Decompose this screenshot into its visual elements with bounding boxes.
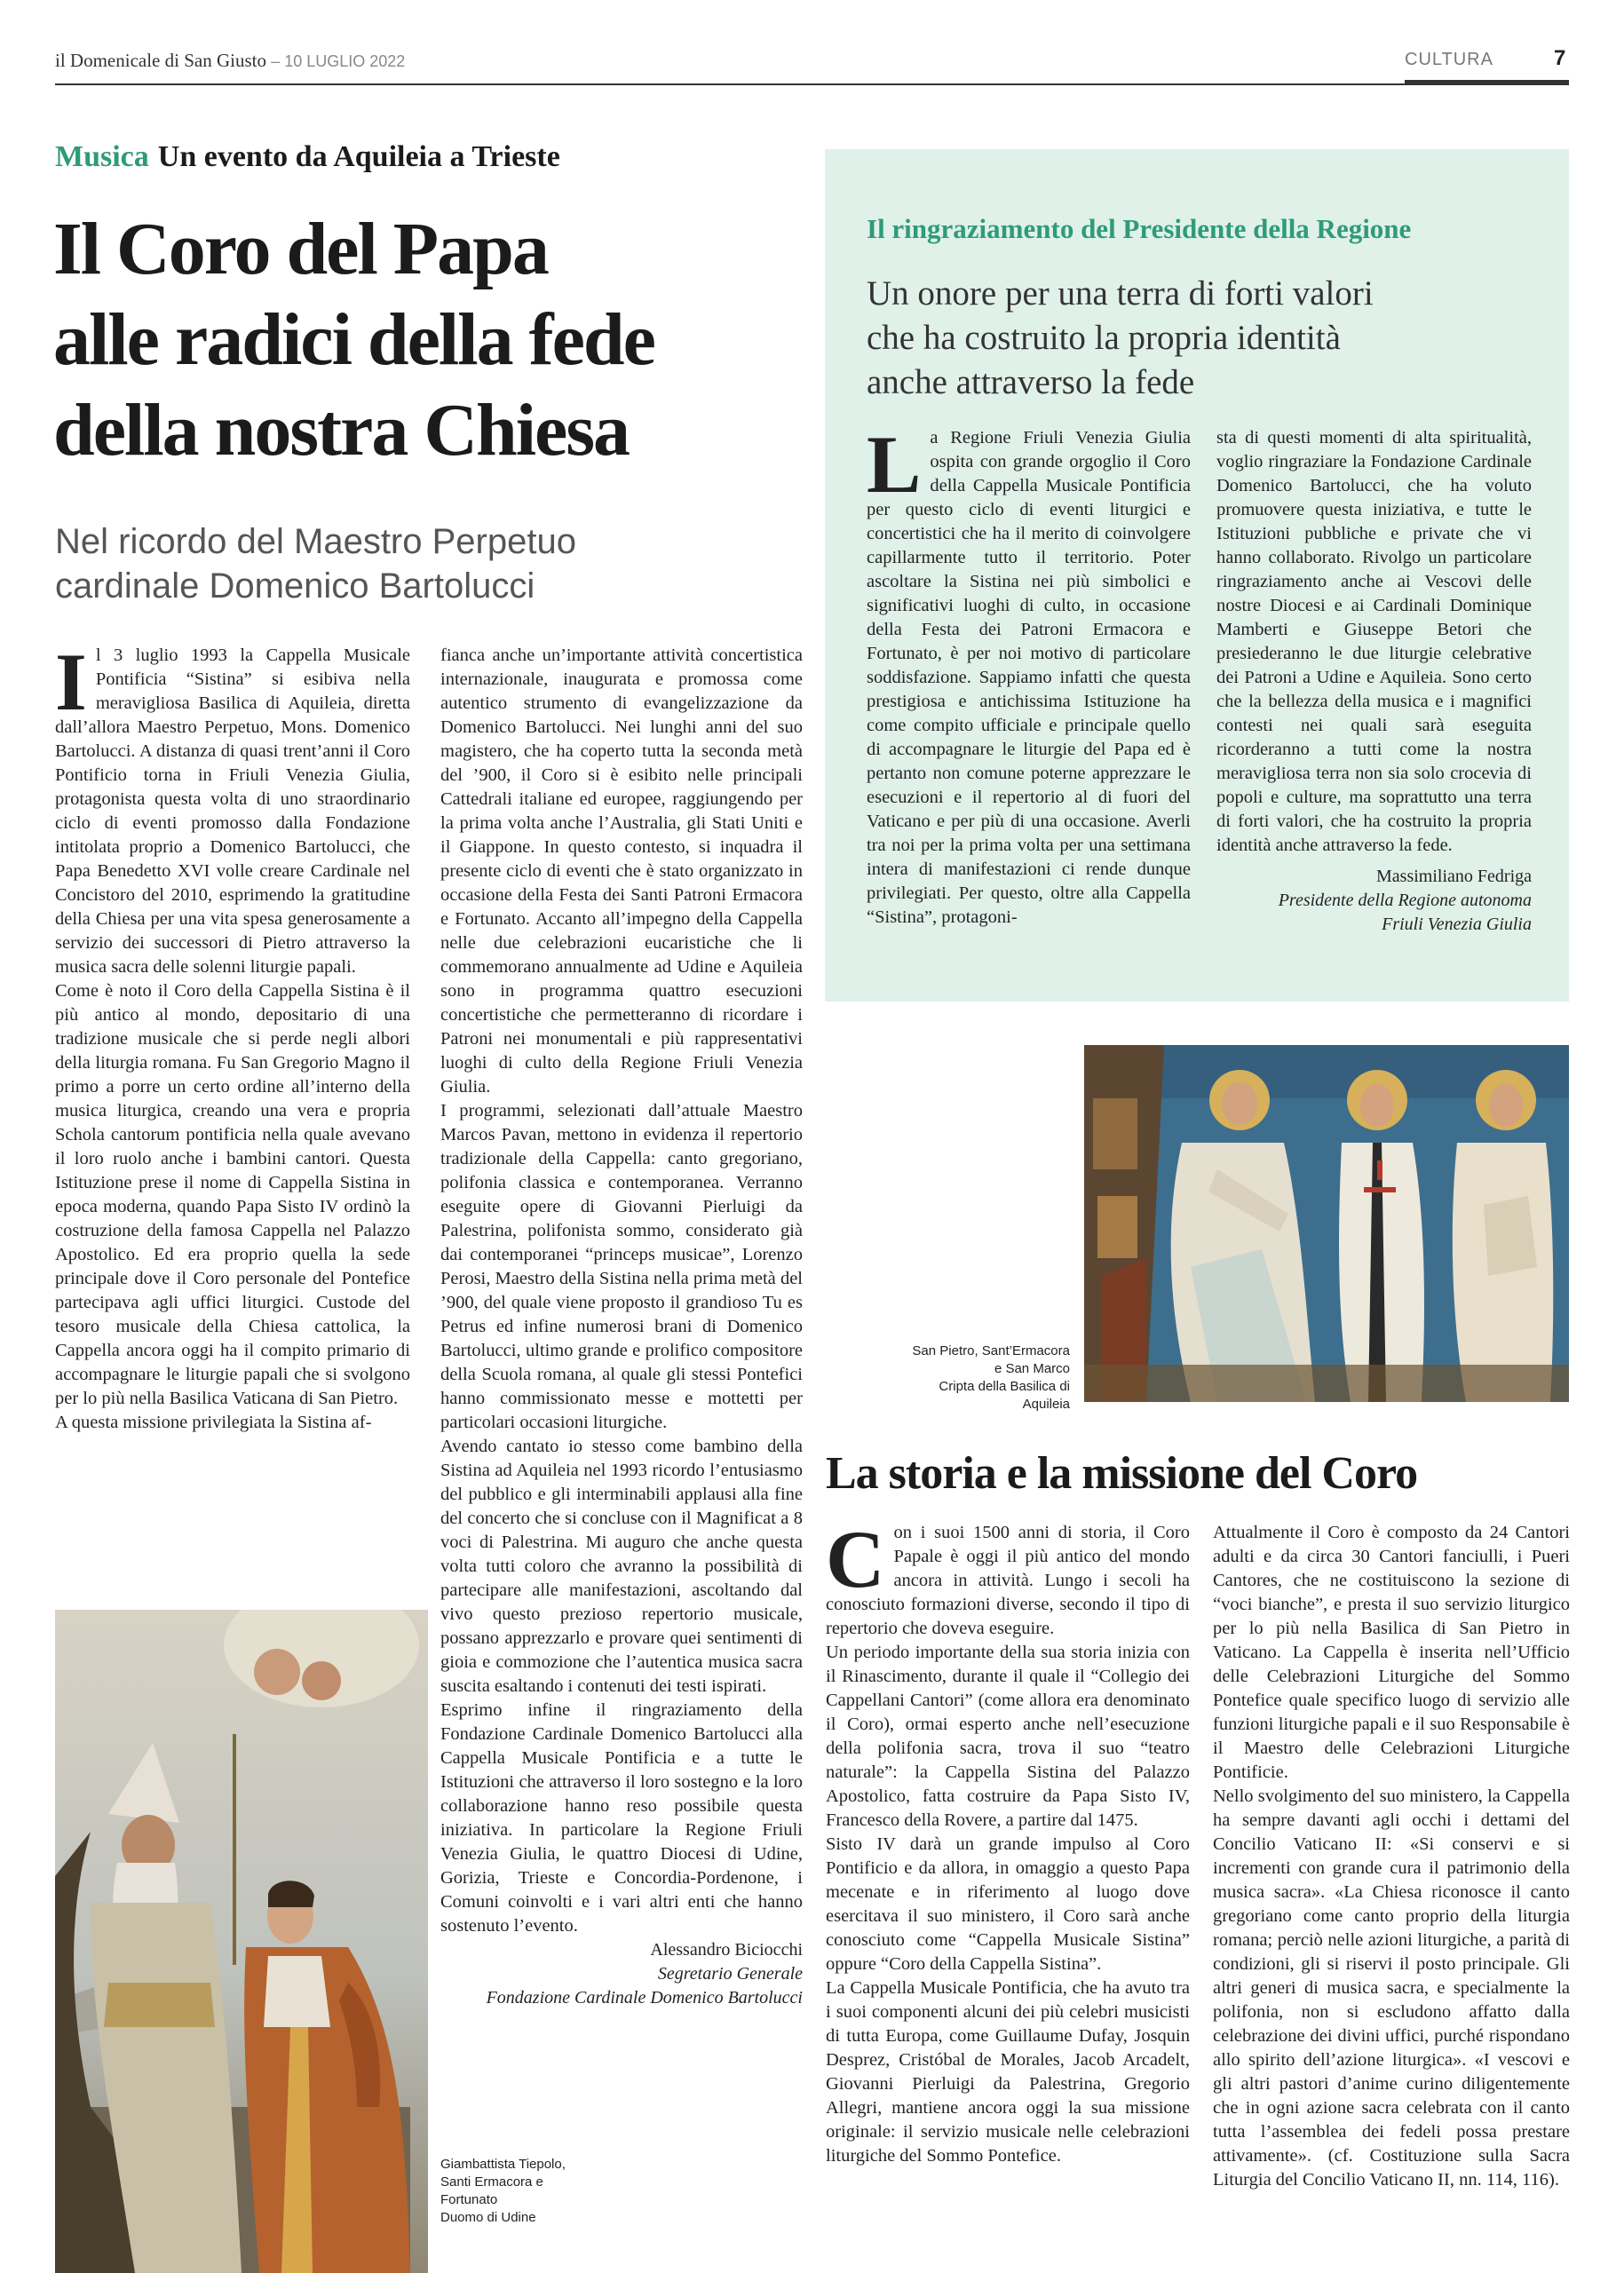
paragraph: A questa missione privilegiata la Sistina af- <box>55 1413 372 1432</box>
caption-line: Giambattista Tiepolo, <box>440 2157 566 2172</box>
publication-name: il Domenicale di San Giusto <box>55 50 266 71</box>
sidebar-title-line: anche attraverso la fede <box>867 363 1195 401</box>
subhead-line: cardinale Domenico Bartolucci <box>55 566 535 606</box>
article-headline <box>53 204 826 476</box>
paragraph: Un periodo importante della sua storia inizia con il Rinascimento, durante il quale il “Collegio dei Cappellani Cantori” (come allora era denominato il Coro), ormai esperto anche nell’esecuzione della polifonia sacra, trova il suo “teatro naturale”: la Cappella Sistina del Palazzo Apostolico, fatta costruire da Papa Sisto IV, Francesco della Rovere, a partire dal 1475. <box>826 1643 1190 1830</box>
kicker-section: Musica <box>55 140 149 173</box>
fresco-image <box>1084 1045 1569 1402</box>
headline-line: Il Coro del Papa <box>53 208 548 290</box>
sidebar-kicker: Il ringraziamento del Presidente della Regione <box>867 213 1412 244</box>
fresco-caption <box>852 1342 1070 1414</box>
article-column-2 <box>440 644 803 2064</box>
drop-cap: C <box>826 1521 885 1604</box>
paragraph: Come è noto il Coro della Cappella Sistina è il più antico al mondo, depositario di una tradizione musicale che si perde negli albori della liturgia romana. Fu San Gregorio Magno il primo a porre un certo ordine all’interno della musica liturgica, creando una vera e propria Schola cantorum pontificia nella quale avevano il loro ruolo anche i bambini cantori. Questa Istituzione prese il nome di Cappella Sistina in epoca moderna, quando Papa Sisto IV ordinò la costruzione della famosa Cappella nel Palazzo Apostolico. Ed era proprio quella la sede principale dove il Coro personale del Pontefice partecipava agli uffici liturgici. Custode del tesoro musicale della Chiesa cattolica, la Cappella ancora oggi ha il compito primario di accompagnare le liturgie papali che si svolgono per lo più nella Basilica Vaticana di San Pietro. <box>55 981 410 1408</box>
headline-line: alle radici della fede <box>53 298 654 381</box>
paragraph: l 3 luglio 1993 la Cappella Musicale Pontificia “Sistina” si esibiva nella meravigliosa Basilica di Aquileia, diretta dall’allora Maestro Perpetuo, Mons. Domenico Bartolucci. A distanza di quasi trent’anni il Coro Pontificio torna in Friuli Venezia Giulia, protagonista questa volta di uno straordinario ciclo di eventi promosso dalla Fondazione intitolata proprio a Domenico Bartolucci, che Papa Benedetto XVI volle creare Cardinale nel Concistoro del 2010, esprimendo la gratitudine della Chiesa per una vita spesa generosamente a servizio dei successori di Pietro attraverso la musica sacra delle solenni liturgie papali. <box>55 645 410 977</box>
story-headline: La storia e la missione del Coro <box>826 1448 1418 1499</box>
page-number: 7 <box>1554 46 1566 70</box>
caption-line: Duomo di Udine <box>440 2210 536 2225</box>
signature-region: Friuli Venezia Giulia <box>1382 915 1532 934</box>
signature-role: Segretario Generale <box>657 1964 803 1984</box>
header-rule <box>55 83 1569 85</box>
sidebar-signature <box>1216 865 1532 937</box>
tiepolo-caption <box>440 2156 707 2227</box>
section-label: CULTURA <box>1405 50 1493 69</box>
paragraph: fianca anche un’importante attività concertistica internazionale, inaugurata e promossa come autentico strumento di evangelizzazione da Domenico Bartolucci. Nei lunghi anni del suo magistero, che ha coperto tutta la seconda metà del ’900, il Coro si è esibito nelle principali Cattedrali italiane ed europee, raggiungendo per la prima volta anche l’Australia, gli Stati Uniti e il Giappone. In questo contesto, si inquadra il presente ciclo di eventi che è stato organizzato in occasione della Festa dei Santi Patroni Ermacora e Fortunato. Accanto all’impegno della Cappella nelle due celebrazioni eucaristiche che li commemorano annualmente ad Udine e Aquileia sono in programma quattro esecuzioni concertistiche che permetteranno di ricordare i Patroni nei monumentali e più rappresentativi luoghi di culto della Regione Friuli Venezia Giulia. <box>440 645 803 1097</box>
running-header <box>55 50 405 72</box>
paragraph: Attualmente il Coro è composto da 24 Cantori adulti e da circa 30 Cantori fanciulli, i Pueri Cantores, che ne costituiscono la sezione di “voci bianche”, e presta il suo servizio liturgico per lo più nella Basilica di San Pietro in Vaticano. La Cappella è inserita nell’Ufficio delle Celebrazioni Liturgiche del Sommo Pontefice quale specifico luogo di servizio alle funzioni liturgiche papali e il suo Responsabile è il Maestro delle Celebrazioni Liturgiche Pontificie. <box>1213 1523 1570 1782</box>
caption-line: e San Marco <box>994 1361 1070 1376</box>
signature-name: Massimiliano Fedriga <box>1376 867 1532 886</box>
story-column-2 <box>1213 1521 1570 2249</box>
paragraph: Avendo cantato io stesso come bambino della Sistina ad Aquileia nel 1993 ricordo l’entusiasmo del pubblico e gli interminabili applausi alla fine del concerto che si concluse con il Magnificat a 8 voci di Palestrina. Mi auguro che anche questa volta tutti coloro che avranno la possibilità di partecipare alle manifestazioni, ascoltando dal vivo questo prezioso repertorio musicale, possano apprezzarlo e provare quei sentimenti di gioia e commozione che l’autentica musica sacra suscita esaltando i contenuti dei testi ispirati. <box>440 1437 803 1696</box>
article-subhead <box>55 519 783 608</box>
paragraph: Sisto IV darà un grande impulso al Coro Pontificio e da allora, in omaggio a questo Papa mecenate e in riferimento al luogo dove esercitava il suo ministero, il Coro sarà anche conosciuto come “Cappella Musicale Sistina” oppure “Coro della Cappella Sistina”. <box>826 1834 1190 1974</box>
paragraph: a Regione Friuli Venezia Giulia ospita con grande orgoglio il Coro della Cappella Musicale Pontificia per questo ciclo di eventi liturgici e concertistici che ha il merito di coinvolgere capillarmente tutto il territorio. Poter ascoltare la Sistina nei più simbolici e significativi luoghi di culto, in occasione della Festa dei Patroni Ermacora e Fortunato, è per noi motivo di particolare soddisfazione. Sappiamo infatti che questa prestigiosa e antichissima Istituzione ha come compito ufficiale e principale quello di accompagnare le liturgie del Papa ed è pertanto non comune poterne apprezzare le esecuzioni e il repertorio al di fuori del Vaticano e per più di una occasione. Averli tra noi per la prima volta per una settimana intera di manifestazioni ci rende dunque privilegiati. Per questo, oltre alla Cappella “Sistina”, protagoni- <box>867 428 1191 927</box>
paragraph: Nello svolgimento del suo ministero, la Cappella ha sempre davanti agli occhi i dettami del Concilio Vaticano II: «Si conservi e si incrementi con grande cura il patrimonio della musica sacra». «La Chiesa riconosce il canto gregoriano come canto proprio della liturgia romana; perciò nelle azioni liturgiche, a parità di condizioni, gli si riservi il posto principale. Gli altri generi di musica sacra, e specialmente la polifonia, non si escludono affatto dalla celebrazione dei divini uffici, purché rispondano allo spirito dell’azione liturgica». «I vescovi e gli altri pastori d’anime curino diligentemente che in ogni azione sacra celebrata con il canto tutta l’assemblea dei fedeli possa prestare attivamente». (cf. Costituzione sulla Sacra Liturgia del Concilio Vaticano II, nn. 114, 116). <box>1213 1786 1570 2190</box>
paragraph: Esprimo infine il ringraziamento della Fondazione Cardinale Domenico Bartolucci alla Cappella Musicale Pontificia e a tutte le Istituzioni che attraverso il loro sostegno e la loro collaborazione hanno reso possibile questa iniziativa. In particolare la Regione Friuli Venezia Giulia, le quattro Diocesi di Udine, Gorizia, Trieste e Concordia-Pordenone, i Comuni coinvolti e i vari altri enti che hanno sostenuto l’evento. <box>440 1700 803 1936</box>
article-signature <box>440 1938 803 2010</box>
drop-cap: I <box>55 644 87 727</box>
subhead-line: Nel ricordo del Maestro Perpetuo <box>55 522 576 561</box>
story-column-1 <box>826 1521 1190 2249</box>
caption-line: Aquileia <box>1022 1397 1070 1412</box>
sidebar-title <box>867 272 1488 405</box>
paragraph: sta di questi momenti di alta spiritualità, voglio ringraziare la Fondazione Cardinale Domenico Bartolucci, che ha voluto promuovere questa iniziativa, e tutte le Istituzioni pubbliche e private che vi hanno collaborato. Rivolgo un particolare ringraziamento anche ai Vescovi delle nostre Diocesi e ai Cardinali Dominique Mamberti e Giuseppe Betori che presiederanno le due liturgie celebrative dei Patroni a Udine e Aquileia. Sono certo che la bellezza della musica e i magnifici contesti nei quali sarà eseguita ricorderanno a tutti come la nostra meravigliosa terra non sia solo crocevia di popoli e culture, ma soprattutto una terra di forti valori, che ha costruito la propria identità anche attraverso la fede. <box>1216 428 1532 855</box>
caption-line: Fortunato <box>440 2192 498 2207</box>
sidebar-title-line: che ha costruito la propria identità <box>867 319 1341 357</box>
paragraph: on i suoi 1500 anni di storia, il Coro Papale è oggi il più antico del mondo ancora in attività. Lungo i secoli ha conosciuto formazioni diverse, secondo il tipo di repertorio che doveva eseguire. <box>826 1523 1190 1638</box>
headline-line: della nostra Chiesa <box>53 389 630 471</box>
signature-name: Alessandro Biciocchi <box>650 1940 803 1960</box>
sidebar-title-line: Un onore per una terra di forti valori <box>867 274 1374 313</box>
caption-line: San Pietro, Sant’Ermacora <box>912 1343 1070 1358</box>
sidebar-column-1 <box>867 426 1191 968</box>
caption-line: Santi Ermacora e <box>440 2174 543 2190</box>
paragraph: La Cappella Musicale Pontificia, che ha avuto tra i suoi componenti alcuni dei più celebri musicisti di tutta Europa, come Guillaume Dufay, Josquin Desprez, Cristóbal de Morales, Jacob Arcadelt, Giovanni Pierluigi da Palestrina, Gregorio Allegri, mantiene ancora oggi la sua missione originale: il servizio musicale nelle celebrazioni liturgiche del Sommo Pontefice. <box>826 1978 1190 2166</box>
article-kicker <box>55 140 560 174</box>
article-column-1 <box>55 644 410 1496</box>
sidebar-column-2 <box>1216 426 1532 968</box>
section-rule <box>1405 80 1569 83</box>
paragraph: I programmi, selezionati dall’attuale Maestro Marcos Pavan, mettono in evidenza il repertorio tradizionale della Cappella: canto gregoriano, polifonia classica e contemporanea. Verranno eseguite opere di Giovanni Pierluigi da Palestrina, polifonista sommo, considerato già dai contemporanei “princeps musicae”, Lorenzo Perosi, Maestro della Sistina nella prima metà del ’900, del quale viene proposto il grandioso Tu es Petrus ed infine numerosi brani di Domenico Bartolucci, ultimo grande e prolifico compositore della Scuola romana, al quale gli stessi Pontefici hanno commissionato messe e mottetti per particolari occasioni liturgiche. <box>440 1101 803 1432</box>
caption-line: Cripta della Basilica di <box>939 1379 1070 1394</box>
drop-cap: L <box>867 426 922 510</box>
signature-role: Presidente della Regione autonoma <box>1278 891 1532 910</box>
tiepolo-painting-illustration <box>55 1610 428 2273</box>
signature-org: Fondazione Cardinale Domenico Bartolucci <box>486 1988 803 2008</box>
kicker-title: Un evento da Aquileia a Trieste <box>157 140 560 173</box>
issue-date: – 10 LUGLIO 2022 <box>271 52 406 70</box>
fresco-illustration <box>1084 1045 1569 1402</box>
tiepolo-painting <box>55 1610 428 2273</box>
